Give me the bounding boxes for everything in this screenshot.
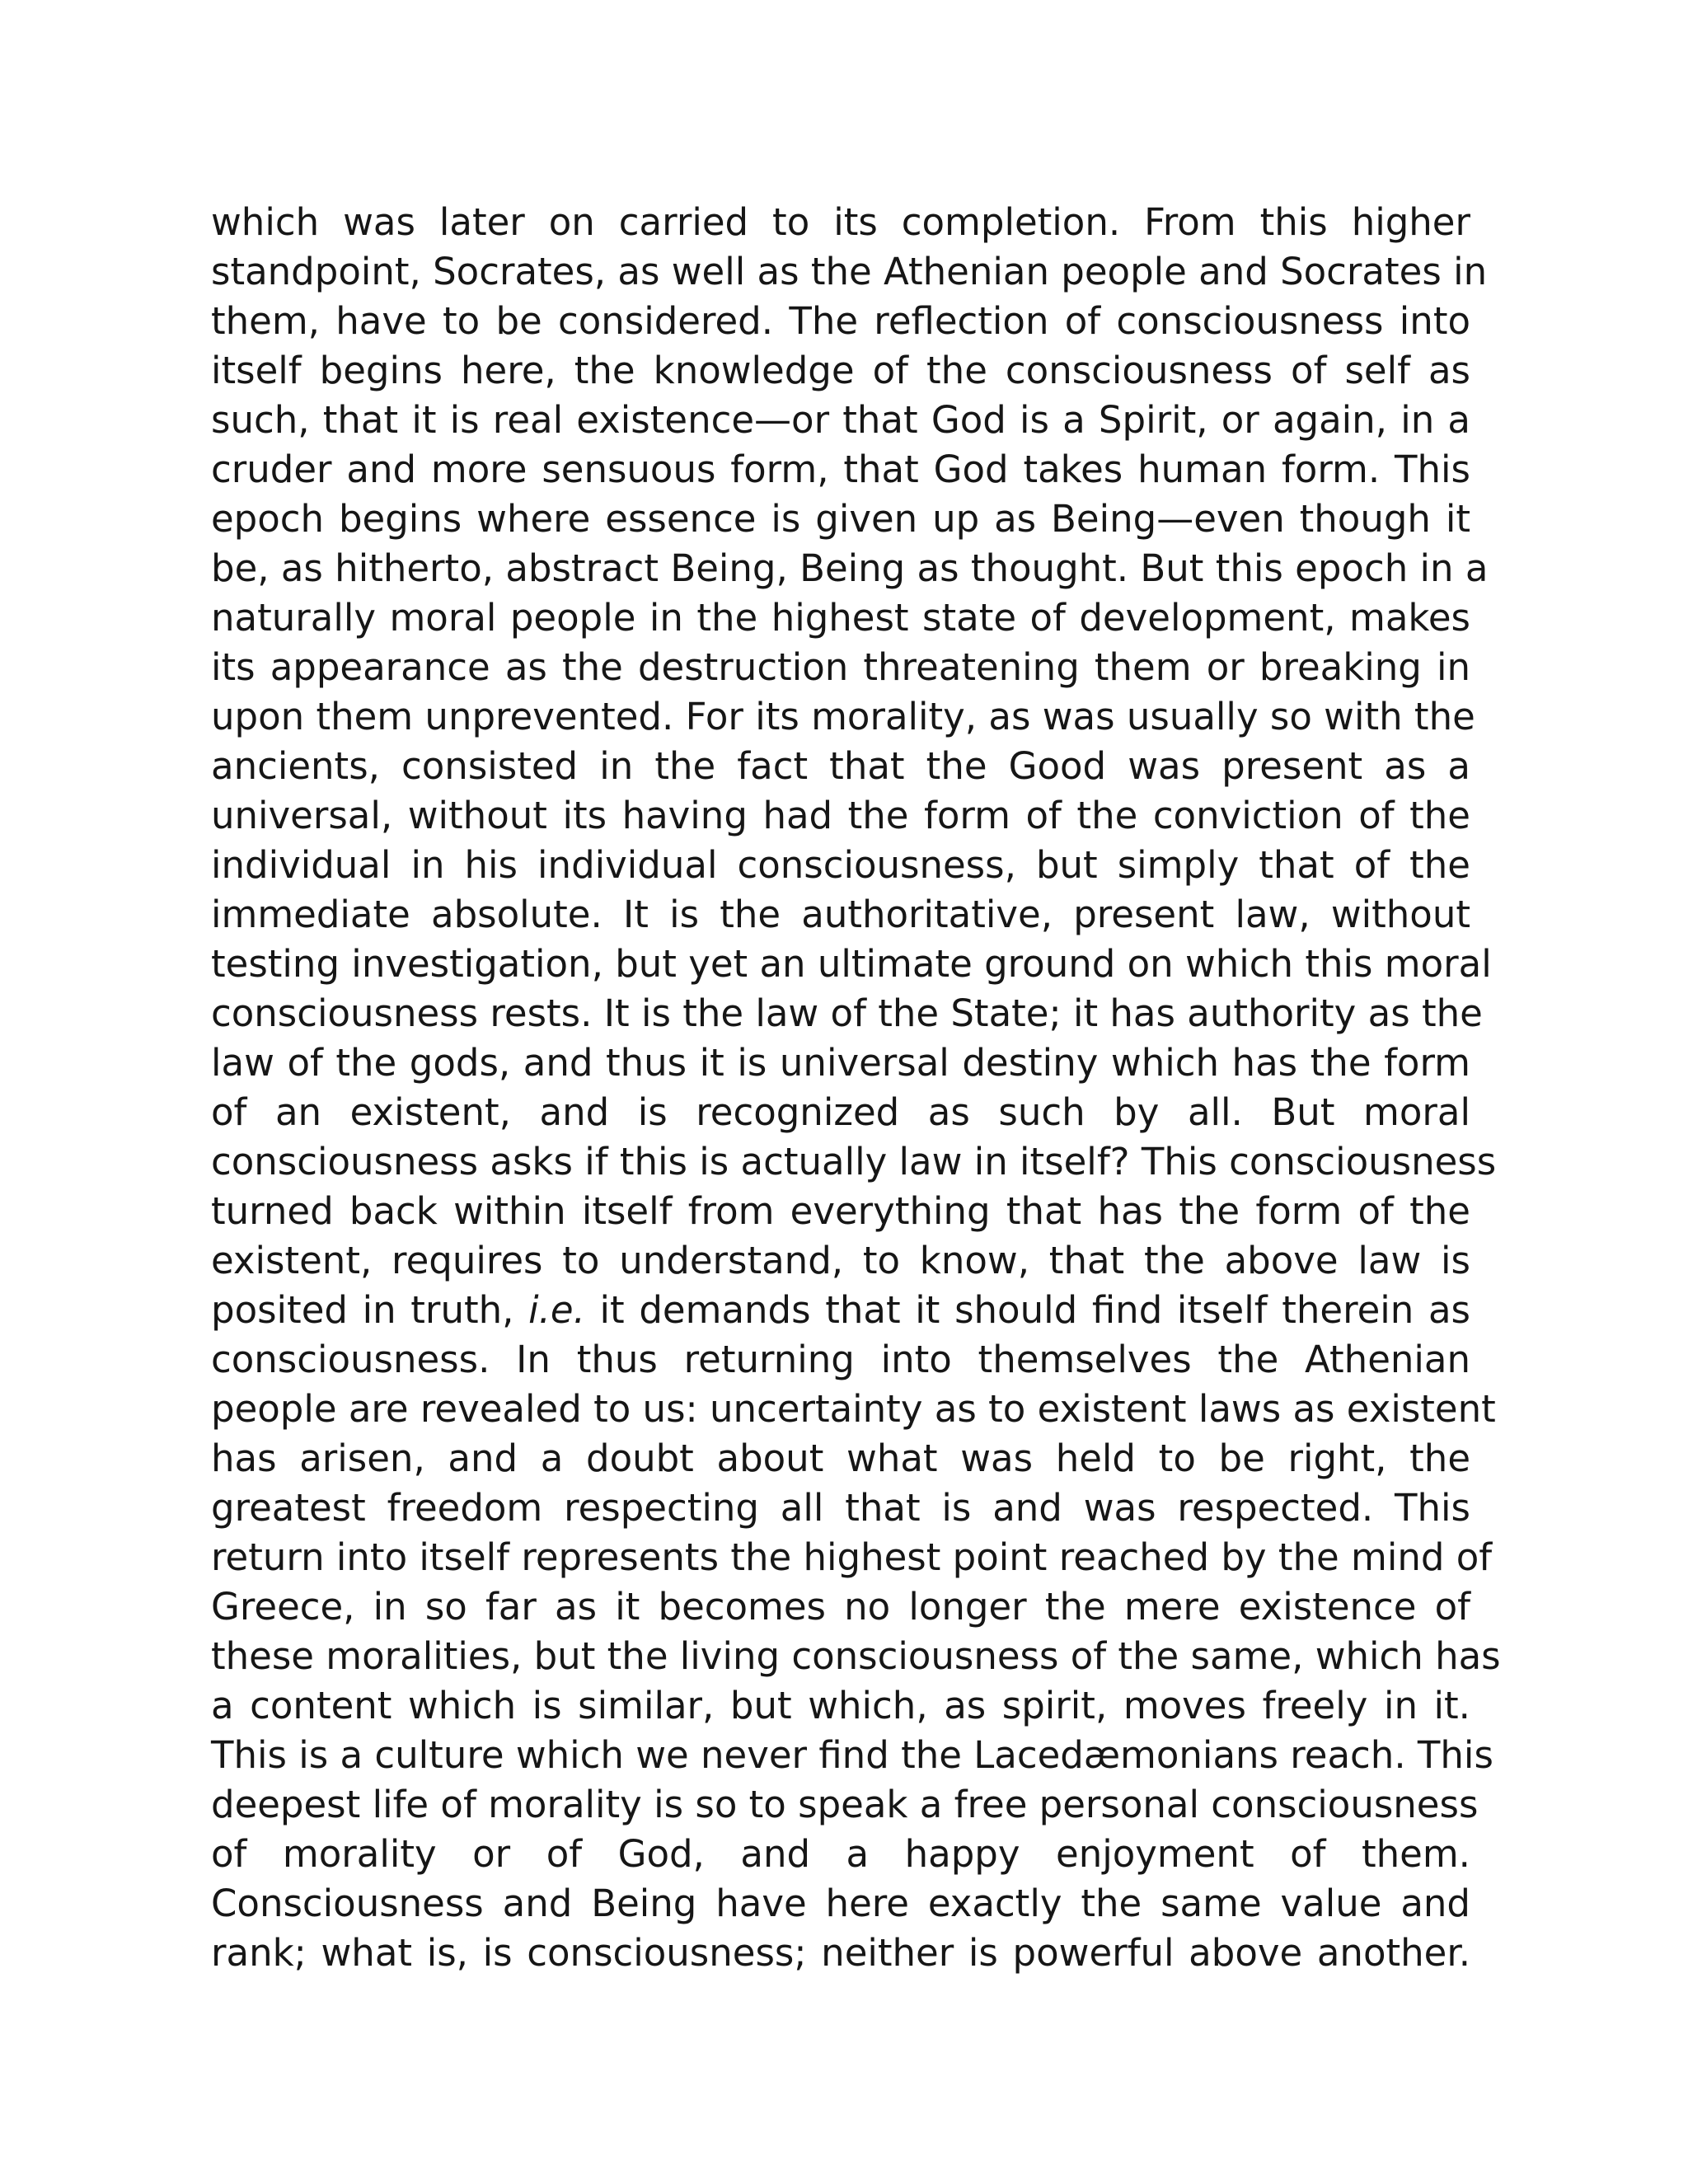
text-line: greatest freedom respecting all that is and was respected. This [211,1486,1470,1530]
text-line: itself begins here, the knowledge of the consciousness of self as [211,349,1470,392]
text-segment: posited in truth, [211,1288,529,1332]
text-line: these moralities, but the living consciousness of the same, which has [211,1634,1501,1678]
text-line: upon them unprevented. For its morality, as was usually so with the [211,695,1475,738]
text-line: individual in his individual consciousness, but simply that of the [211,843,1470,887]
text-line: law of the gods, and thus it is universal destiny which has the form [211,1041,1470,1085]
text-line: of an existent, and is recognized as such by all. But moral [211,1090,1470,1134]
text-line: cruder and more sensuous form, that God takes human form. This [211,448,1470,491]
text-line: consciousness asks if this is actually law in itself? This consciousness [211,1140,1497,1183]
text-line: naturally moral people in the highest state of development, makes [211,596,1470,640]
text-line: rank; what is, is consciousness; neither is powerful above another. [211,1931,1470,1975]
text-line: return into itself represents the highest point reached by the mind of [211,1535,1493,1579]
text-line: its appearance as the destruction threatening them or breaking in [211,645,1470,689]
text-line: existent, requires to understand, to know, that the above law is [211,1239,1470,1282]
text-line: such, that it is real existence—or that God is a Spirit, or again, in a [211,398,1470,442]
text-segment: it demands that it should find itself therein as [584,1288,1470,1332]
text-line: of morality or of God, and a happy enjoyment of them. [211,1832,1470,1876]
text-line: be, as hitherto, abstract Being, Being as thought. But this epoch in a [211,546,1489,590]
text-line: ancients, consisted in the fact that the Good was present as a [211,744,1470,788]
body-text [211,198,1501,1978]
text-line: standpoint, Socrates, as well as the Athenian people and Socrates in [211,250,1488,293]
text-line: Consciousness and Being have here exactly the same value and [211,1882,1470,1925]
text-line: Greece, in so far as it becomes no longer the mere existence of [211,1585,1470,1629]
text-line: consciousness. In thus returning into themselves the Athenian [211,1338,1470,1381]
text-line: immediate absolute. It is the authoritative, present law, without [211,893,1470,936]
text-line: turned back within itself from everything that has the form of the [211,1189,1470,1233]
text-line [211,1286,1470,1335]
text-line: people are revealed to us: uncertainty as to existent laws as existent [211,1387,1496,1431]
text-line: has arisen, and a doubt about what was held to be right, the [211,1436,1470,1480]
text-line: epoch begins where essence is given up as Being—even though it [211,497,1470,541]
text-line: This is a culture which we never find the Lacedæmonians reach. This [211,1733,1493,1777]
text-line: deepest life of morality is so to speak a free personal consciousness [211,1783,1479,1826]
text-line: which was later on carried to its completion. From this higher [211,200,1470,244]
italic-abbreviation: i.e. [528,1288,585,1332]
text-line: testing investigation, but yet an ultimate ground on which this moral [211,942,1492,986]
text-line: universal, without its having had the form of the conviction of the [211,794,1470,837]
text-line: consciousness rests. It is the law of the State; it has authority as the [211,991,1483,1035]
text-line: them, have to be considered. The reflection of consciousness into [211,299,1470,343]
text-line: a content which is similar, but which, as spirit, moves freely in it. [211,1684,1470,1727]
